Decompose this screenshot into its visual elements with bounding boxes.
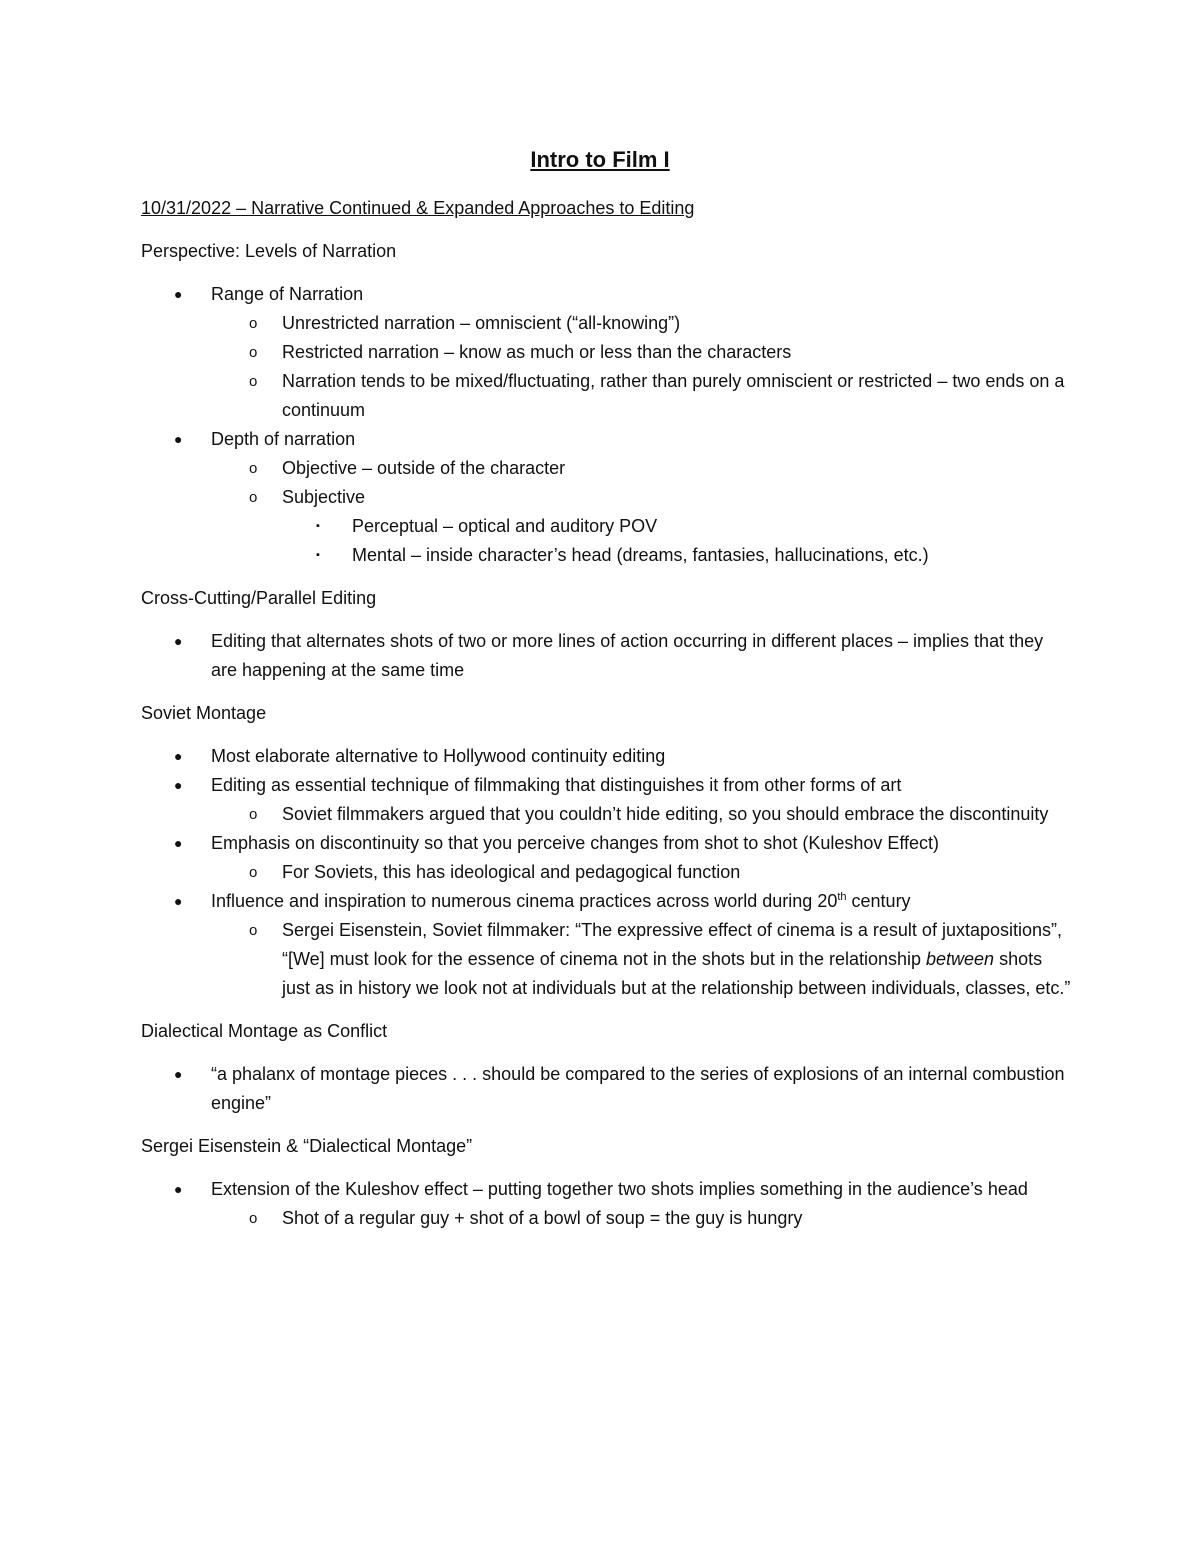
list-item-text: Editing that alternates shots of two or more lines of action occurring in different places – implies that they are happening at the same time xyxy=(211,631,1044,680)
bullet-marker: ● xyxy=(174,1066,183,1082)
list-item xyxy=(141,1060,1071,1118)
bullet-marker: ● xyxy=(174,286,183,302)
sub-list-item-text: Narration tends to be mixed/fluctuating, rather than purely omniscient or restricted – two ends on a continuum xyxy=(282,371,1065,420)
section-heading: Perspective: Levels of Narration xyxy=(141,241,397,261)
sub-list-item xyxy=(211,309,1071,338)
list-item-text: Range of Narration xyxy=(211,284,364,304)
list-item-text: Most elaborate alternative to Hollywood continuity editing xyxy=(211,746,666,766)
bullet-list xyxy=(141,1175,1071,1233)
square-marker: ▪ xyxy=(316,549,320,561)
list-item xyxy=(141,425,1071,570)
sub-list-item-text: Subjective xyxy=(282,487,366,507)
section-heading: Soviet Montage xyxy=(141,703,267,723)
sub-list xyxy=(211,454,1071,570)
sub-list-item-text: Unrestricted narration – omniscient (“all-knowing”) xyxy=(282,313,681,333)
list-item-text-part: century xyxy=(846,891,911,911)
list-item-text: Emphasis on discontinuity so that you perceive changes from shot to shot (Kuleshov Effect) xyxy=(211,833,940,853)
sub-list-item-text: Objective – outside of the character xyxy=(282,458,566,478)
bullet-list xyxy=(141,627,1071,685)
list-item xyxy=(141,627,1071,685)
bullet-list xyxy=(141,280,1071,570)
sub-marker: o xyxy=(249,489,258,506)
quote-part: shots just as in history we look not at individuals but at the relationship between individuals, classes, etc.” xyxy=(282,949,1071,998)
sub-sub-list-item-text: Perceptual – optical and auditory POV xyxy=(352,516,658,536)
sub-list-item xyxy=(211,483,1071,570)
sub-list-item xyxy=(211,454,1071,483)
list-item-text: Depth of narration xyxy=(211,429,356,449)
list-item-text xyxy=(211,891,911,911)
quote-part: Sergei Eisenstein, Soviet filmmaker: “The expressive effect of cinema is a result of juxtapositions”, “[We] must look for the essence of cinema not in the shots but in the relationship xyxy=(282,920,1063,969)
sub-list-item xyxy=(211,858,1071,887)
sub-list-item-text: Shot of a regular guy + shot of a bowl of soup = the guy is hungry xyxy=(282,1208,803,1228)
bullet-marker: ● xyxy=(174,893,183,909)
bullet-marker: ● xyxy=(174,633,183,649)
bullet-list xyxy=(141,742,1071,1003)
section-heading: Cross-Cutting/Parallel Editing xyxy=(141,588,377,608)
bullet-marker: ● xyxy=(174,1181,183,1197)
list-item xyxy=(141,742,1071,771)
sub-list-item xyxy=(211,367,1071,425)
list-item xyxy=(141,1175,1071,1233)
list-item xyxy=(141,280,1071,425)
notes-body xyxy=(141,237,1071,1247)
sub-list xyxy=(211,309,1071,425)
list-item xyxy=(141,829,1071,887)
sub-sub-list-item xyxy=(282,512,1071,541)
sub-list-item xyxy=(211,916,1071,1003)
list-item xyxy=(141,771,1071,829)
sub-marker: o xyxy=(249,806,258,823)
sub-list xyxy=(211,800,1071,829)
section-heading: Sergei Eisenstein & “Dialectical Montage” xyxy=(141,1136,473,1156)
bullet-marker: ● xyxy=(174,748,183,764)
sub-list-item-text: For Soviets, this has ideological and pedagogical function xyxy=(282,862,741,882)
sub-marker: o xyxy=(249,344,258,361)
sub-marker: o xyxy=(249,315,258,332)
bullet-marker: ● xyxy=(174,431,183,447)
page-title: Intro to Film I xyxy=(530,147,670,172)
sub-marker: o xyxy=(249,922,258,939)
superscript: th xyxy=(837,891,847,903)
list-item-text: “a phalanx of montage pieces . . . should be compared to the series of explosions of an internal combustion engine” xyxy=(211,1064,1065,1113)
lecture-date-heading: 10/31/2022 – Narrative Continued & Expanded Approaches to Editing xyxy=(141,198,695,218)
square-marker: ▪ xyxy=(316,520,320,532)
sub-list xyxy=(211,916,1071,1003)
bullet-list xyxy=(141,1060,1071,1118)
sub-list-item-text: Soviet filmmakers argued that you couldn’t hide editing, so you should embrace the discontinuity xyxy=(282,804,1049,824)
sub-list-item-text: Restricted narration – know as much or less than the characters xyxy=(282,342,792,362)
italic-emphasis: between xyxy=(926,949,995,969)
sub-list xyxy=(211,1204,1071,1233)
sub-sub-list-item xyxy=(282,541,1071,570)
list-item-text: Extension of the Kuleshov effect – putting together two shots implies something in the audience’s head xyxy=(211,1179,1028,1199)
eisenstein-quote xyxy=(282,920,1070,998)
list-item xyxy=(141,887,1071,1003)
sub-list-item xyxy=(211,338,1071,367)
sub-marker: o xyxy=(249,460,258,477)
section-heading: Dialectical Montage as Conflict xyxy=(141,1021,388,1041)
bullet-marker: ● xyxy=(174,835,183,851)
sub-list-item xyxy=(211,800,1071,829)
sub-marker: o xyxy=(249,373,258,390)
sub-sub-list-item-text: Mental – inside character’s head (dreams, fantasies, hallucinations, etc.) xyxy=(352,545,929,565)
sub-marker: o xyxy=(249,1210,258,1227)
bullet-marker: ● xyxy=(174,777,183,793)
list-item-text: Editing as essential technique of filmmaking that distinguishes it from other forms of art xyxy=(211,775,902,795)
sub-list-item xyxy=(211,1204,1071,1233)
sub-list xyxy=(211,858,1071,887)
list-item-text-part: Influence and inspiration to numerous cinema practices across world during 20 xyxy=(211,891,838,911)
sub-marker: o xyxy=(249,864,258,881)
sub-sub-list xyxy=(282,512,1071,570)
